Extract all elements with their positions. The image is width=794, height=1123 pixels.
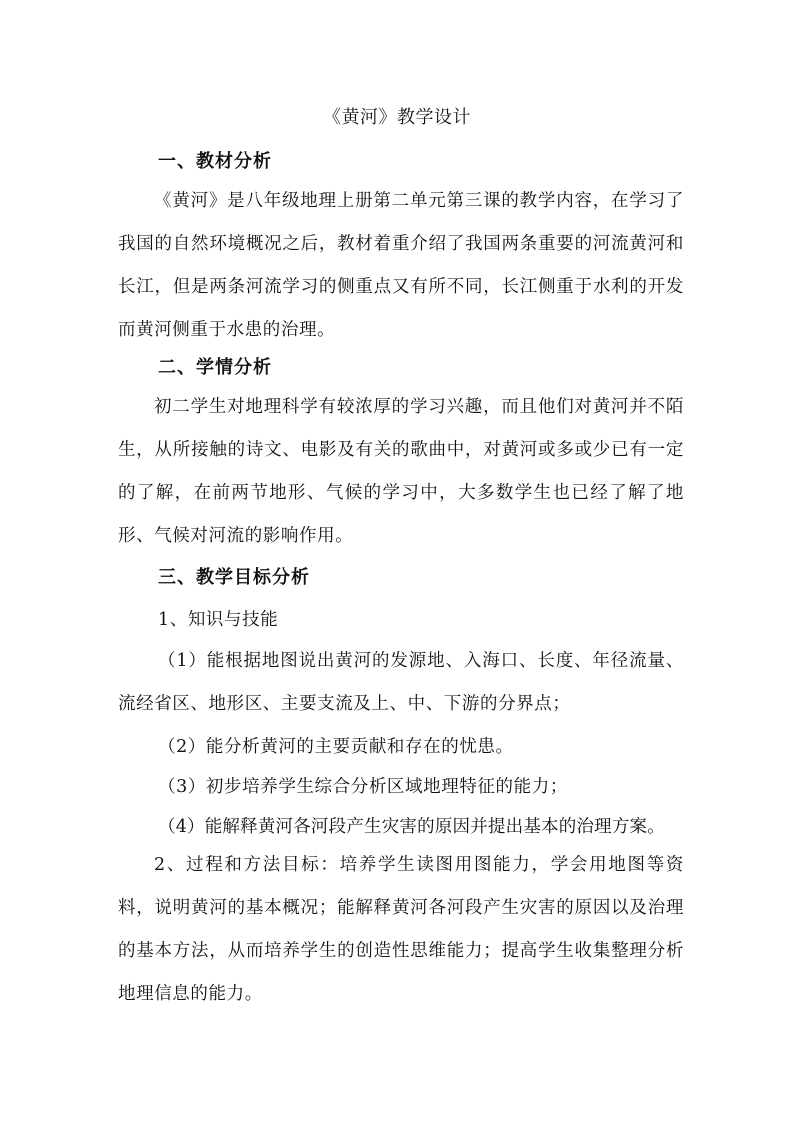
- paragraph-student-analysis: 初二学生对地理科学有较浓厚的学习兴趣，而且他们对黄河并不陌生，从所接触的诗文、电影及有关的歌曲中，对黄河或多或少已有一定的了解，在前两节地形、气候的学习中，大多数学生也已经了解了地形、气候对河流的影响作用。: [118, 397, 684, 546]
- objective-item-4: （4）能解释黄河各河段产生灾害的原因并提出基本的治理方案。: [158, 817, 665, 837]
- objective-subheading-knowledge: 1、知识与技能: [158, 610, 279, 630]
- objective-item-1: （1）能根据地图说出黄河的发源地、入海口、长度、年径流量、流经省区、地形区、主要支流及上、中、下游的分界点；: [118, 651, 684, 714]
- paragraph-process-goal: 2、过程和方法目标：培养学生读图用图能力，学会用地图等资料，说明黄河的基本概况；能解释黄河各河段产生灾害的原因以及治理的基本方法，从而培养学生的创造性思维能力；提高学生收集整理分析地理信息的能力。: [118, 855, 684, 1004]
- section-heading-objectives: 三、教学目标分析: [158, 567, 310, 588]
- section-heading-student-analysis: 二、学情分析: [158, 357, 272, 378]
- paragraph-textbook-analysis: 《黄河》是八年级地理上册第二单元第三课的教学内容，在学习了我国的自然环境概况之后，教材着重介绍了我国两条重要的河流黄河和长江，但是两条河流学习的侧重点又有所不同，长江侧重于水利的开发而黄河侧重于水患的治理。: [118, 191, 684, 340]
- document-title: 《黄河》教学设计: [323, 107, 471, 128]
- objective-item-2: （2）能分析黄河的主要贡献和存在的忧患。: [158, 737, 514, 757]
- objective-item-3: （3）初步培养学生综合分析区域地理特征的能力；: [158, 777, 568, 797]
- section-heading-textbook-analysis: 一、教材分析: [158, 151, 272, 172]
